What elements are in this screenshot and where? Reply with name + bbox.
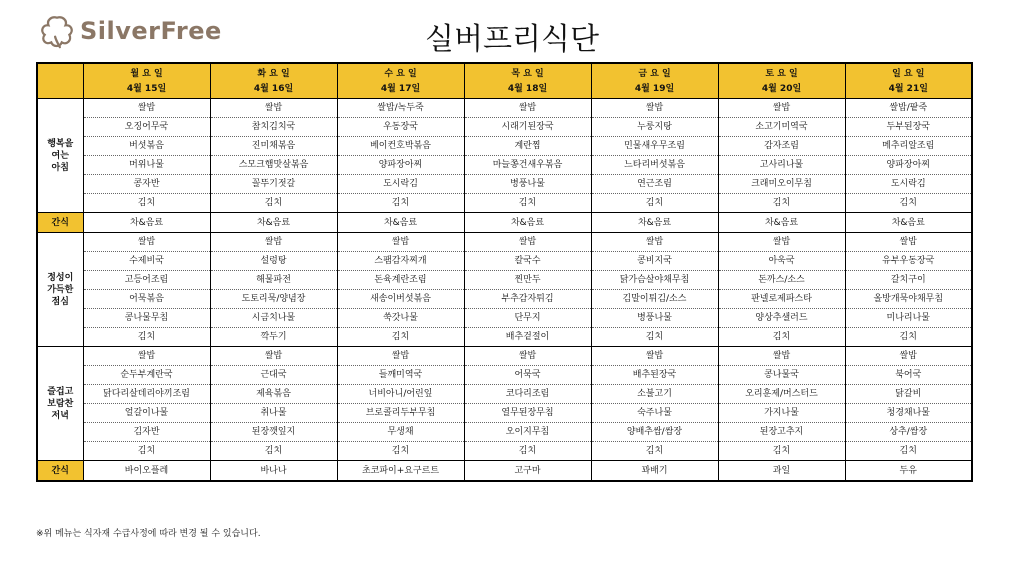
breakfast-row <box>37 194 972 213</box>
menu-cell: 버섯볶음 <box>83 137 210 156</box>
lunch-label-line: 가득한 <box>47 284 74 295</box>
menu-cell: 누룽지탕 <box>591 118 718 137</box>
day-header-cell <box>210 63 337 99</box>
menu-cell: 청경채나물 <box>845 404 972 423</box>
lunch-row <box>37 233 972 252</box>
menu-cell: 쌀밥 <box>591 233 718 252</box>
snack-label: 간식 <box>37 461 83 482</box>
menu-cell: 얼갈이나물 <box>83 404 210 423</box>
day-of-week: 금 요 일 <box>638 68 671 79</box>
menu-cell: 민물새우무조림 <box>591 137 718 156</box>
menu-cell: 아욱국 <box>718 252 845 271</box>
menu-cell: 들깨미역국 <box>337 366 464 385</box>
day-date: 4월 21일 <box>888 83 928 94</box>
day-header-cell <box>718 63 845 99</box>
snack-cell: 차&음료 <box>591 213 718 233</box>
menu-cell: 새송이버섯볶음 <box>337 290 464 309</box>
lunch-row <box>37 252 972 271</box>
dinner-row <box>37 366 972 385</box>
snack-cell: 차&음료 <box>718 213 845 233</box>
menu-cell: 김치 <box>210 194 337 213</box>
dinner-label <box>37 347 83 461</box>
menu-cell: 어묵국 <box>464 366 591 385</box>
menu-cell: 쑥갓나물 <box>337 309 464 328</box>
breakfast-label <box>37 99 83 213</box>
breakfast-row <box>37 99 972 118</box>
breakfast-label-line: 아침 <box>51 162 69 173</box>
menu-cell: 쌀밥 <box>210 233 337 252</box>
menu-cell: 양파장아찌 <box>845 156 972 175</box>
snack-label: 간식 <box>37 213 83 233</box>
menu-cell: 도시락김 <box>845 175 972 194</box>
lunch-row <box>37 309 972 328</box>
menu-cell: 김치 <box>337 442 464 461</box>
menu-cell: 병풍나물 <box>591 309 718 328</box>
menu-cell: 김치 <box>337 328 464 347</box>
day-header-cell <box>591 63 718 99</box>
menu-cell: 쌀밥 <box>337 347 464 366</box>
menu-cell: 쌀밥 <box>718 347 845 366</box>
menu-cell: 해물파전 <box>210 271 337 290</box>
dinner-row <box>37 442 972 461</box>
dinner-row <box>37 385 972 404</box>
menu-cell: 도시락김 <box>337 175 464 194</box>
snack-cell: 꽈배기 <box>591 461 718 482</box>
snack1-row <box>37 213 972 233</box>
menu-cell: 쌀밥 <box>83 233 210 252</box>
day-of-week: 화 요 일 <box>257 68 290 79</box>
day-of-week: 월 요 일 <box>130 68 163 79</box>
menu-cell: 김치 <box>591 442 718 461</box>
day-date: 4월 16일 <box>253 83 294 94</box>
menu-cell: 무생채 <box>337 423 464 442</box>
lunch-row <box>37 290 972 309</box>
menu-cell: 시금치나물 <box>210 309 337 328</box>
menu-cell: 유부우동장국 <box>845 252 972 271</box>
menu-cell: 미나리나물 <box>845 309 972 328</box>
menu-cell: 쌀밥 <box>845 347 972 366</box>
day-of-week: 일 요 일 <box>892 68 925 79</box>
lunch-row <box>37 271 972 290</box>
page-title: 실버프리식단 <box>425 22 599 57</box>
dinner-row <box>37 347 972 366</box>
dinner-label-line: 즐겁고 <box>47 386 74 397</box>
menu-cell: 소고기미역국 <box>718 118 845 137</box>
lunch-row <box>37 328 972 347</box>
menu-cell: 병풍나물 <box>464 175 591 194</box>
menu-cell: 칼국수 <box>464 252 591 271</box>
menu-cell: 느타리버섯볶음 <box>591 156 718 175</box>
menu-cell: 취나물 <box>210 404 337 423</box>
menu-cell: 된장깻잎지 <box>210 423 337 442</box>
day-date: 4월 20일 <box>761 83 802 94</box>
snack2-row <box>37 461 972 482</box>
menu-cell: 고등어조림 <box>83 271 210 290</box>
menu-cell: 쌀밥 <box>718 99 845 118</box>
menu-cell: 쌀밥 <box>83 347 210 366</box>
snack-cell: 초코파이+요구르트 <box>337 461 464 482</box>
day-of-week: 토 요 일 <box>765 68 798 79</box>
menu-cell: 연근조림 <box>591 175 718 194</box>
menu-cell: 김치 <box>337 194 464 213</box>
menu-cell: 순두부계란국 <box>83 366 210 385</box>
menu-cell: 콩비지국 <box>591 252 718 271</box>
menu-cell: 김치 <box>83 328 210 347</box>
menu-cell: 우동장국 <box>337 118 464 137</box>
day-header-row <box>37 63 972 99</box>
menu-cell: 오리훈제/머스터드 <box>718 385 845 404</box>
day-date: 4월 18일 <box>507 83 548 94</box>
menu-cell: 너비아니/어린잎 <box>337 385 464 404</box>
menu-cell: 브로콜리두부무침 <box>337 404 464 423</box>
menu-cell: 쌀밥 <box>591 347 718 366</box>
menu-cell: 쌀밥/녹두죽 <box>337 99 464 118</box>
menu-cell: 김치 <box>464 194 591 213</box>
menu-change-note: ※위 메뉴는 식자재 수급사정에 따라 변경 될 수 있습니다. <box>36 529 261 539</box>
menu-cell: 쌀밥/팥죽 <box>845 99 972 118</box>
breakfast-row <box>37 137 972 156</box>
menu-cell: 콩자반 <box>83 175 210 194</box>
menu-cell: 김치 <box>591 194 718 213</box>
breakfast-row <box>37 118 972 137</box>
dinner-label-line: 보람찬 <box>47 398 74 409</box>
snack-cell: 차&음료 <box>464 213 591 233</box>
snack-cell: 차&음료 <box>210 213 337 233</box>
menu-cell: 쌀밥 <box>591 99 718 118</box>
menu-cell: 닭갈비 <box>845 385 972 404</box>
snack-cell: 두유 <box>845 461 972 482</box>
snack-cell: 과일 <box>718 461 845 482</box>
menu-cell: 깍두기 <box>210 328 337 347</box>
menu-cell: 김말이튀김/소스 <box>591 290 718 309</box>
day-header-cell <box>464 63 591 99</box>
breakfast-row <box>37 175 972 194</box>
menu-cell: 찐만두 <box>464 271 591 290</box>
menu-cell: 제육볶음 <box>210 385 337 404</box>
menu-cell: 김치 <box>718 442 845 461</box>
dinner-row <box>37 423 972 442</box>
day-of-week: 목 요 일 <box>511 68 544 79</box>
menu-cell: 수제비국 <box>83 252 210 271</box>
day-header-cell <box>83 63 210 99</box>
snack-cell: 고구마 <box>464 461 591 482</box>
snack-cell: 바나나 <box>210 461 337 482</box>
breakfast-label-line: 여는 <box>51 150 69 161</box>
day-date: 4월 17일 <box>380 83 421 94</box>
menu-cell: 김치 <box>83 442 210 461</box>
menu-cell: 고사리나물 <box>718 156 845 175</box>
lunch-label <box>37 233 83 347</box>
menu-cell: 쌀밥 <box>718 233 845 252</box>
menu-cell: 쌀밥 <box>83 99 210 118</box>
menu-cell: 쌀밥 <box>210 99 337 118</box>
menu-cell: 김치 <box>83 194 210 213</box>
menu-cell: 돈까스/소스 <box>718 271 845 290</box>
menu-cell: 상추/쌈장 <box>845 423 972 442</box>
menu-cell: 배추겉절이 <box>464 328 591 347</box>
menu-cell: 오징어무국 <box>83 118 210 137</box>
menu-cell: 쌀밥 <box>845 233 972 252</box>
breakfast-label-line: 행복을 <box>47 138 74 149</box>
menu-cell: 김치 <box>845 194 972 213</box>
menu-cell: 배추된장국 <box>591 366 718 385</box>
menu-cell: 김치 <box>591 328 718 347</box>
snack-cell: 차&음료 <box>83 213 210 233</box>
day-of-week: 수 요 일 <box>384 68 417 79</box>
menu-cell: 쌀밥 <box>464 99 591 118</box>
day-header-cell <box>845 63 972 99</box>
menu-cell: 마늘쫑건새우볶음 <box>464 156 591 175</box>
menu-cell: 닭다리살데리야끼조림 <box>83 385 210 404</box>
menu-cell: 된장고추지 <box>718 423 845 442</box>
menu-cell: 진미채볶음 <box>210 137 337 156</box>
menu-cell: 김치 <box>845 328 972 347</box>
dinner-row <box>37 404 972 423</box>
menu-cell: 계란찜 <box>464 137 591 156</box>
menu-cell: 양상추샐러드 <box>718 309 845 328</box>
menu-cell: 오이지무침 <box>464 423 591 442</box>
menu-cell: 도토리묵/양념장 <box>210 290 337 309</box>
menu-cell: 쌀밥 <box>337 233 464 252</box>
menu-cell: 메추리알조림 <box>845 137 972 156</box>
menu-cell: 돈육계란조림 <box>337 271 464 290</box>
menu-cell: 양배추쌈/쌈장 <box>591 423 718 442</box>
menu-cell: 부추감자튀김 <box>464 290 591 309</box>
menu-cell: 판넬로제파스타 <box>718 290 845 309</box>
menu-cell: 어묵볶음 <box>83 290 210 309</box>
menu-cell: 단무지 <box>464 309 591 328</box>
weekly-menu-table <box>36 62 973 482</box>
menu-cell: 김치 <box>718 194 845 213</box>
menu-cell: 베이컨호박볶음 <box>337 137 464 156</box>
snack-cell: 바이오플레 <box>83 461 210 482</box>
menu-cell: 쌀밥 <box>210 347 337 366</box>
snack-cell: 차&음료 <box>337 213 464 233</box>
menu-cell: 양파장아찌 <box>337 156 464 175</box>
menu-cell: 두부된장국 <box>845 118 972 137</box>
menu-cell: 닭가슴살야채무침 <box>591 271 718 290</box>
menu-cell: 콩나물무침 <box>83 309 210 328</box>
menu-cell: 김자반 <box>83 423 210 442</box>
day-date: 4월 15일 <box>126 83 167 94</box>
menu-cell: 가지나물 <box>718 404 845 423</box>
menu-cell: 크래미오이무침 <box>718 175 845 194</box>
menu-cell: 머위나물 <box>83 156 210 175</box>
menu-cell: 스모크햄맛살볶음 <box>210 156 337 175</box>
snack-cell: 차&음료 <box>845 213 972 233</box>
menu-cell: 설렁탕 <box>210 252 337 271</box>
menu-cell: 김치 <box>210 442 337 461</box>
menu-cell: 참치김치국 <box>210 118 337 137</box>
menu-cell: 김치 <box>464 442 591 461</box>
menu-cell: 북어국 <box>845 366 972 385</box>
menu-cell: 김치 <box>845 442 972 461</box>
day-header-cell <box>337 63 464 99</box>
menu-cell: 김치 <box>718 328 845 347</box>
menu-cell: 시래기된장국 <box>464 118 591 137</box>
menu-cell: 꼴뚜기젓갈 <box>210 175 337 194</box>
menu-cell: 감자조림 <box>718 137 845 156</box>
menu-cell: 콩나물국 <box>718 366 845 385</box>
lunch-label-line: 점심 <box>51 296 69 307</box>
menu-cell: 쌀밥 <box>464 233 591 252</box>
menu-cell: 코다리조림 <box>464 385 591 404</box>
menu-cell: 소불고기 <box>591 385 718 404</box>
header-corner-cell <box>37 63 83 99</box>
lunch-label-line: 정성이 <box>47 272 74 283</box>
menu-cell: 올방개묵야채무침 <box>845 290 972 309</box>
breakfast-row <box>37 156 972 175</box>
day-date: 4월 19일 <box>634 83 675 94</box>
dinner-label-line: 저녁 <box>51 410 69 421</box>
menu-cell: 숙주나물 <box>591 404 718 423</box>
menu-cell: 쌀밥 <box>464 347 591 366</box>
menu-cell: 열무된장무침 <box>464 404 591 423</box>
menu-cell: 갈치구이 <box>845 271 972 290</box>
menu-cell: 근대국 <box>210 366 337 385</box>
menu-cell: 스팸감자찌개 <box>337 252 464 271</box>
logo-text: SilverFree <box>80 17 222 45</box>
